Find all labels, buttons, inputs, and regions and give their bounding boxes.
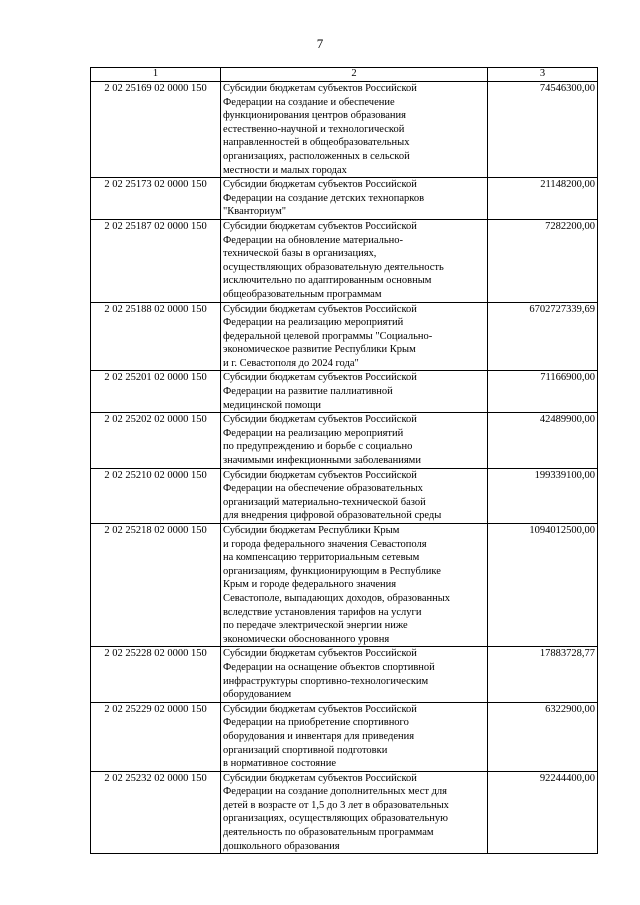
table-row bbox=[91, 82, 598, 178]
budget-code-cell: 2 02 25228 02 0000 150 bbox=[91, 647, 221, 702]
description-cell: Субсидии бюджетам субъектов Российской Федерации на создание и обеспечение функционирования центров образования естественно-научной и технологической направленностей в общеобразовательных организациях, расположенных в сельской местности и малых городах bbox=[221, 82, 488, 178]
table-row bbox=[91, 371, 598, 413]
budget-code-cell: 2 02 25169 02 0000 150 bbox=[91, 82, 221, 178]
table-row bbox=[91, 647, 598, 702]
column-header-code: 1 bbox=[91, 68, 221, 82]
description-cell: Субсидии бюджетам субъектов Российской Федерации на создание дополнительных мест для детей в возрасте от 1,5 до 3 лет в образовательных организациях, осуществляющих образовательную деятельность по образовательным программам дошкольного образования bbox=[221, 771, 488, 854]
description-cell: Субсидии бюджетам субъектов Российской Федерации на реализацию мероприятий по предупреждению и борьбе с социально значимыми инфекционными заболеваниями bbox=[221, 413, 488, 468]
table-row bbox=[91, 219, 598, 302]
description-cell: Субсидии бюджетам субъектов Российской Федерации на обновление материально- технической базы в организациях, осуществляющих образовательную деятельность исключительно по адаптированным основным общеобразовательным программам bbox=[221, 219, 488, 302]
amount-cell: 42489900,00 bbox=[488, 413, 598, 468]
description-cell: Субсидии бюджетам субъектов Российской Федерации на приобретение спортивного оборудования и инвентаря для приведения организаций спортивной подготовки в нормативное состояние bbox=[221, 702, 488, 771]
budget-revenue-table bbox=[90, 67, 598, 854]
budget-code-cell: 2 02 25187 02 0000 150 bbox=[91, 219, 221, 302]
table-row bbox=[91, 524, 598, 647]
description-cell: Субсидии бюджетам субъектов Российской Федерации на развитие паллиативной медицинской помощи bbox=[221, 371, 488, 413]
amount-cell: 199339100,00 bbox=[488, 468, 598, 523]
description-cell: Субсидии бюджетам Республики Крым и города федерального значения Севастополя на компенсацию территориальным сетевым организациям, функционирующим в Республике Крым и городе федерального значения Севастополе, выпадающих доходов, образованных вследствие установления тарифов на услуги по передаче электрической энергии ниже экономически обоснованного уровня bbox=[221, 524, 488, 647]
budget-code-cell: 2 02 25201 02 0000 150 bbox=[91, 371, 221, 413]
amount-cell: 71166900,00 bbox=[488, 371, 598, 413]
budget-code-cell: 2 02 25232 02 0000 150 bbox=[91, 771, 221, 854]
amount-cell: 6322900,00 bbox=[488, 702, 598, 771]
table-header-row bbox=[91, 68, 598, 82]
budget-code-cell: 2 02 25218 02 0000 150 bbox=[91, 524, 221, 647]
table-row bbox=[91, 413, 598, 468]
amount-cell: 6702727339,69 bbox=[488, 302, 598, 371]
table-row bbox=[91, 468, 598, 523]
page-number: 7 bbox=[316, 36, 324, 51]
description-cell: Субсидии бюджетам субъектов Российской Федерации на обеспечение образовательных организаций материально-технической базой для внедрения цифровой образовательной среды bbox=[221, 468, 488, 523]
amount-cell: 7282200,00 bbox=[488, 219, 598, 302]
amount-cell: 21148200,00 bbox=[488, 178, 598, 220]
budget-code-cell: 2 02 25173 02 0000 150 bbox=[91, 178, 221, 220]
budget-code-cell: 2 02 25229 02 0000 150 bbox=[91, 702, 221, 771]
description-cell: Субсидии бюджетам субъектов Российской Федерации на реализацию мероприятий федеральной целевой программы "Социально- экономическое развитие Республики Крым и г. Севастополя до 2024 года" bbox=[221, 302, 488, 371]
table-row bbox=[91, 702, 598, 771]
amount-cell: 17883728,77 bbox=[488, 647, 598, 702]
amount-cell: 92244400,00 bbox=[488, 771, 598, 854]
budget-code-cell: 2 02 25188 02 0000 150 bbox=[91, 302, 221, 371]
description-cell: Субсидии бюджетам субъектов Российской Федерации на создание детских технопарков "Кванториум" bbox=[221, 178, 488, 220]
table-row bbox=[91, 771, 598, 854]
table-row bbox=[91, 178, 598, 220]
amount-cell: 1094012500,00 bbox=[488, 524, 598, 647]
table-row bbox=[91, 302, 598, 371]
amount-cell: 74546300,00 bbox=[488, 82, 598, 178]
column-header-amount: 3 bbox=[488, 68, 598, 82]
column-header-name: 2 bbox=[221, 68, 488, 82]
budget-code-cell: 2 02 25202 02 0000 150 bbox=[91, 413, 221, 468]
budget-code-cell: 2 02 25210 02 0000 150 bbox=[91, 468, 221, 523]
description-cell: Субсидии бюджетам субъектов Российской Федерации на оснащение объектов спортивной инфраструктуры спортивно-технологическим оборудованием bbox=[221, 647, 488, 702]
